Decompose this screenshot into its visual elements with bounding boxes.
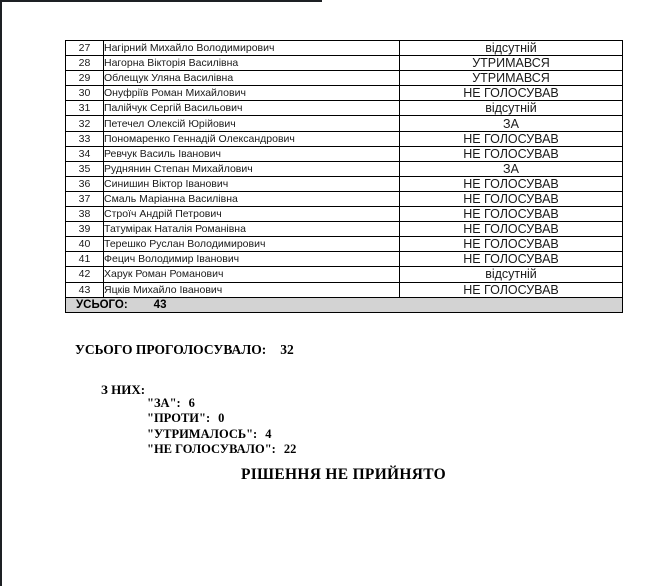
table-row (66, 222, 623, 237)
deputy-name-cell: Харук Роман Романович (104, 267, 400, 282)
row-number-cell: 37 (66, 191, 104, 206)
total-value: 43 (153, 298, 167, 311)
row-number-cell: 41 (66, 252, 104, 267)
deputy-name-cell: Онуфріїв Роман Михайлович (104, 86, 400, 101)
deputy-name-cell: Руднянин Степан Михайлович (104, 161, 400, 176)
row-number-cell: 43 (66, 282, 104, 297)
vote-value-cell: відсутній (400, 41, 623, 56)
page-edge-left (0, 0, 2, 586)
breakdown-heading: З НИХ: (101, 382, 146, 397)
row-number-cell: 35 (66, 161, 104, 176)
deputy-name-cell: Нагорна Вікторія Василівна (104, 56, 400, 71)
deputy-name-cell: Смаль Маріанна Василівна (104, 191, 400, 206)
vote-value-cell: НЕ ГОЛОСУВАВ (400, 252, 623, 267)
table-row (66, 41, 623, 56)
breakdown-line-value: 6 (188, 396, 195, 410)
table-row (66, 71, 623, 86)
deputy-name-cell: Терешко Руслан Володимирович (104, 237, 400, 252)
breakdown-line (147, 442, 296, 457)
total-voted-label: УСЬОГО ПРОГОЛОСУВАЛО: (75, 342, 267, 357)
vote-value-cell: НЕ ГОЛОСУВАВ (400, 237, 623, 252)
vote-value-cell: УТРИМАВСЯ (400, 71, 623, 86)
vote-value-cell: відсутній (400, 267, 623, 282)
table-row (66, 282, 623, 297)
row-number-cell: 30 (66, 86, 104, 101)
table-row (66, 86, 623, 101)
row-number-cell: 42 (66, 267, 104, 282)
breakdown-line-value: 22 (283, 441, 297, 456)
row-number-cell: 27 (66, 41, 104, 56)
vote-value-cell: НЕ ГОЛОСУВАВ (400, 222, 623, 237)
row-number-cell: 29 (66, 71, 104, 86)
row-number-cell: 39 (66, 222, 104, 237)
breakdown-line-label: "НЕ ГОЛОСУВАЛО": (147, 441, 276, 456)
breakdown-line (147, 427, 296, 442)
decision-text: РІШЕННЯ НЕ ПРИЙНЯТО (240, 466, 447, 483)
vote-value-cell: НЕ ГОЛОСУВАВ (400, 86, 623, 101)
vote-value-cell: ЗА (400, 116, 623, 131)
breakdown-line-value: 4 (265, 426, 272, 441)
table-row (66, 267, 623, 282)
breakdown-list (147, 396, 296, 457)
vote-value-cell: УТРИМАВСЯ (400, 56, 623, 71)
vote-value-cell: НЕ ГОЛОСУВАВ (400, 191, 623, 206)
table-row (66, 252, 623, 267)
deputy-name-cell: Ревчук Василь Іванович (104, 146, 400, 161)
table-row (66, 207, 623, 222)
table-row (66, 56, 623, 71)
deputy-name-cell: Облещук Уляна Василівна (104, 71, 400, 86)
total-cell (66, 297, 623, 313)
row-number-cell: 28 (66, 56, 104, 71)
vote-value-cell: НЕ ГОЛОСУВАВ (400, 146, 623, 161)
table-row (66, 146, 623, 161)
deputy-name-cell: Пономаренко Геннадій Олександрович (104, 131, 400, 146)
table-row (66, 116, 623, 131)
page-edge-top (0, 0, 322, 2)
table-row (66, 101, 623, 116)
table-row (66, 176, 623, 191)
breakdown-line-value: 0 (218, 411, 225, 426)
table-row (66, 131, 623, 146)
breakdown-line-label: "ПРОТИ": (147, 411, 211, 426)
breakdown-line (147, 396, 296, 411)
vote-value-cell: НЕ ГОЛОСУВАВ (400, 207, 623, 222)
total-voted-line (75, 342, 294, 358)
deputy-name-cell: Фецич Володимир Іванович (104, 252, 400, 267)
vote-value-cell: ЗА (400, 161, 623, 176)
table-row (66, 161, 623, 176)
row-number-cell: 34 (66, 146, 104, 161)
deputy-name-cell: Татумірак Наталія Романівна (104, 222, 400, 237)
breakdown-line-label: "ЗА": (147, 396, 181, 410)
deputy-name-cell: Нагірний Михайло Володимирович (104, 41, 400, 56)
vote-value-cell: НЕ ГОЛОСУВАВ (400, 131, 623, 146)
breakdown-line (147, 411, 296, 426)
row-number-cell: 33 (66, 131, 104, 146)
deputy-name-cell: Синишин Віктор Іванович (104, 176, 400, 191)
deputy-name-cell: Яцків Михайло Іванович (104, 282, 400, 297)
row-number-cell: 36 (66, 176, 104, 191)
deputy-name-cell: Петечел Олексій Юрійович (104, 116, 400, 131)
row-number-cell: 31 (66, 101, 104, 116)
breakdown-line-label: "УТРИМАЛОСЬ": (147, 426, 258, 441)
table-row (66, 237, 623, 252)
total-row (66, 297, 623, 313)
total-voted-value: 32 (280, 342, 294, 357)
deputy-name-cell: Палійчук Сергій Васильович (104, 101, 400, 116)
deputy-name-cell: Строїч Андрій Петрович (104, 207, 400, 222)
vote-value-cell: НЕ ГОЛОСУВАВ (400, 282, 623, 297)
row-number-cell: 40 (66, 237, 104, 252)
vote-value-cell: НЕ ГОЛОСУВАВ (400, 176, 623, 191)
vote-value-cell: відсутній (400, 101, 623, 116)
table-row (66, 191, 623, 206)
total-label: УСЬОГО: (76, 298, 128, 311)
voting-results-table (65, 40, 623, 313)
row-number-cell: 32 (66, 116, 104, 131)
row-number-cell: 38 (66, 207, 104, 222)
voting-rows (66, 41, 623, 298)
